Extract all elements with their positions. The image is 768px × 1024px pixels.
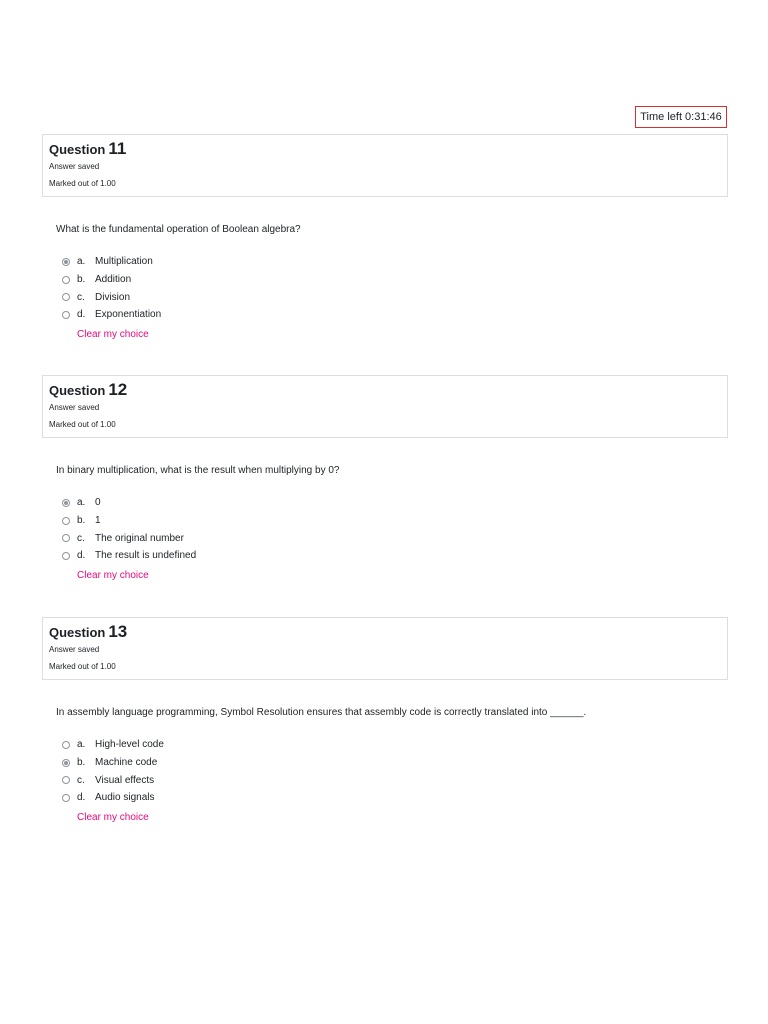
option-label: Visual effects xyxy=(95,774,155,786)
question-info xyxy=(42,134,728,197)
question-number xyxy=(49,381,721,400)
question-grade: Marked out of 1.00 xyxy=(49,179,116,188)
question-11 xyxy=(42,134,728,341)
question-num: 11 xyxy=(108,139,127,158)
answer-option-a[interactable] xyxy=(62,253,728,271)
radio-icon[interactable] xyxy=(62,794,70,802)
answer-option-a[interactable] xyxy=(62,736,728,754)
question-13 xyxy=(42,617,728,824)
question-12 xyxy=(42,375,728,582)
question-text: In assembly language programming, Symbol Resolution ensures that assembly code is correctly translated into ______. xyxy=(56,707,587,718)
answer-option-a[interactable] xyxy=(62,494,728,512)
question-label: Question xyxy=(49,625,106,640)
clear-my-choice-link[interactable]: Clear my choice xyxy=(77,811,149,823)
question-grade: Marked out of 1.00 xyxy=(49,420,116,429)
option-label: Machine code xyxy=(95,757,158,769)
radio-icon[interactable] xyxy=(62,293,70,301)
question-info xyxy=(42,617,728,680)
radio-checked-icon[interactable] xyxy=(62,499,70,507)
answer-option-b[interactable] xyxy=(62,512,728,530)
option-label: Division xyxy=(95,291,131,303)
option-label: 0 xyxy=(95,497,101,509)
answer-option-b[interactable] xyxy=(62,754,728,772)
question-number xyxy=(49,140,721,159)
option-letter: b. xyxy=(77,757,86,769)
option-label: Addition xyxy=(95,274,132,286)
radio-icon[interactable] xyxy=(62,276,70,284)
answer-option-d[interactable] xyxy=(62,547,728,565)
answer-option-d[interactable] xyxy=(62,789,728,807)
question-text: In binary multiplication, what is the result when multiplying by 0? xyxy=(56,465,340,476)
option-letter: c. xyxy=(77,532,85,544)
clear-my-choice-link[interactable]: Clear my choice xyxy=(77,328,149,340)
answer-option-c[interactable] xyxy=(62,771,728,789)
answer-option-c[interactable] xyxy=(62,288,728,306)
question-num: 12 xyxy=(108,380,128,399)
option-letter: d. xyxy=(77,309,86,321)
answer-option-b[interactable] xyxy=(62,271,728,289)
radio-checked-icon[interactable] xyxy=(62,759,70,767)
option-letter: a. xyxy=(77,256,86,268)
time-left-timer: Time left 0:31:46 xyxy=(635,106,727,128)
option-letter: d. xyxy=(77,550,86,562)
clear-my-choice-link[interactable]: Clear my choice xyxy=(77,569,149,581)
option-label: The original number xyxy=(95,532,184,544)
option-label: The result is undefined xyxy=(95,550,197,562)
question-label: Question xyxy=(49,142,106,157)
question-num: 13 xyxy=(108,622,128,641)
option-letter: b. xyxy=(77,274,86,286)
question-text: What is the fundamental operation of Boolean algebra? xyxy=(56,224,301,235)
option-letter: c. xyxy=(77,291,85,303)
question-state: Answer saved xyxy=(49,162,100,171)
option-label: Audio signals xyxy=(95,792,155,804)
radio-icon[interactable] xyxy=(62,741,70,749)
question-grade: Marked out of 1.00 xyxy=(49,662,116,671)
option-letter: c. xyxy=(77,774,85,786)
option-letter: b. xyxy=(77,515,86,527)
option-letter: a. xyxy=(77,497,86,509)
answer-option-c[interactable] xyxy=(62,529,728,547)
question-info xyxy=(42,375,728,438)
option-letter: d. xyxy=(77,792,86,804)
answer-options xyxy=(62,736,728,807)
option-label: Exponentiation xyxy=(95,309,162,321)
radio-icon[interactable] xyxy=(62,776,70,784)
answer-option-d[interactable] xyxy=(62,306,728,324)
question-state: Answer saved xyxy=(49,403,100,412)
option-label: Multiplication xyxy=(95,256,153,268)
radio-icon[interactable] xyxy=(62,534,70,542)
answer-options xyxy=(62,494,728,565)
option-label: 1 xyxy=(95,515,101,527)
option-label: High-level code xyxy=(95,739,164,751)
answer-options xyxy=(62,253,728,324)
option-letter: a. xyxy=(77,739,86,751)
question-state: Answer saved xyxy=(49,645,100,654)
question-label: Question xyxy=(49,383,106,398)
radio-icon[interactable] xyxy=(62,517,70,525)
question-number xyxy=(49,623,721,642)
radio-checked-icon[interactable] xyxy=(62,258,70,266)
radio-icon[interactable] xyxy=(62,311,70,319)
radio-icon[interactable] xyxy=(62,552,70,560)
